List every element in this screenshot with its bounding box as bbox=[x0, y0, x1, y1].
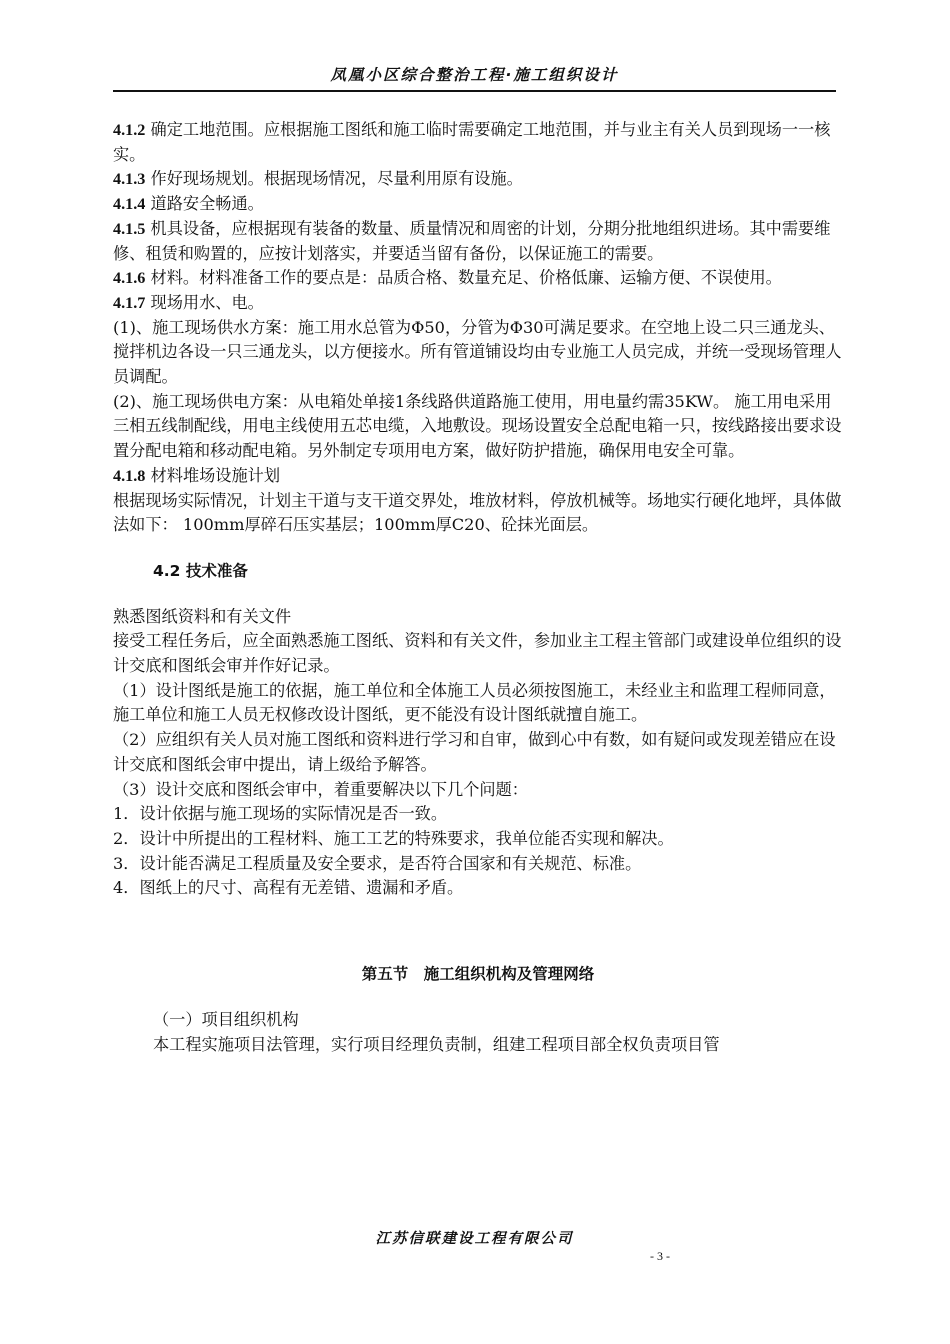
water-supply-plan: (1)、施工现场供水方案：施工用水总管为Φ50，分管为Φ30可满足要求。在空地上设二只三通龙头、搅拌机边各设一只三通龙头，以方便接水。所有管道铺设均由专业施工人员完成，并统一受现场管理人员调配。 bbox=[113, 317, 842, 387]
clause-text: 材料。材料准备工作的要点是：品质合格、数量充足、价格低廉、运输方便、不误使用。 bbox=[145, 268, 782, 288]
clause-number: 4.1.4 bbox=[113, 195, 146, 214]
tech-prep-line: 2．设计中所提出的工程材料、施工工艺的特殊要求，我单位能否实现和解决。 bbox=[113, 828, 674, 848]
section-heading-4-2: 4.2 技术准备 bbox=[153, 561, 248, 580]
clause-4-1-2 bbox=[113, 118, 843, 167]
clause-4-1-7 bbox=[113, 291, 843, 316]
clause-text: 机具设备，应根据现有装备的数量、质量情况和周密的计划，分期分批地组织进场。其中需要维修、租赁和购置的，应按计划落实，并要适当留有备份，以保证施工的需要。 bbox=[113, 218, 831, 263]
clause-number: 4.1.3 bbox=[113, 170, 146, 189]
tech-prep-line: （3）设计交底和图纸会审中，着重要解决以下几个问题： bbox=[113, 779, 528, 799]
clause-text: 现场用水、电。 bbox=[145, 292, 264, 312]
clause-text: 作好现场规划。根据现场情况，尽量利用原有设施。 bbox=[145, 169, 523, 189]
clause-number: 4.1.6 bbox=[113, 269, 146, 288]
clause-number: 4.1.8 bbox=[113, 466, 146, 485]
clause-number: 4.1.7 bbox=[113, 293, 146, 312]
tech-prep-line: （2）应组织有关人员对施工图纸和资料进行学习和自审，做到心中有数，如有疑问或发现差错应在设计交底和图纸会审中提出，请上级给予解答。 bbox=[113, 730, 836, 774]
chapter-title: 第五节 施工组织机构及管理网络 bbox=[361, 965, 595, 984]
tech-prep-line: 接受工程任务后，应全面熟悉施工图纸、资料和有关文件，参加业主工程主管部门或建设单位组织的设计交底和图纸会审并作好记录。 bbox=[113, 631, 842, 676]
clause-4-1-6 bbox=[113, 266, 843, 291]
tech-prep-line: 4．图纸上的尺寸、高程有无差错、遗漏和矛盾。 bbox=[113, 878, 464, 898]
clause-text: 材料堆场设施计划 bbox=[145, 465, 281, 485]
tech-prep-line: （1）设计图纸是施工的依据，施工单位和全体施工人员必须按图施工，未经业主和监理工程师同意，施工单位和施工人员无权修改设计图纸，更不能没有设计图纸就擅自施工。 bbox=[113, 680, 836, 725]
chapter-body: 本工程实施项目法管理，实行项目经理负责制，组建工程项目部全权负责项目管 bbox=[153, 1034, 720, 1054]
clause-4-1-5 bbox=[113, 217, 843, 266]
clause-4-1-4 bbox=[113, 192, 843, 217]
power-supply-plan: (2)、施工现场供电方案：从电箱处单接1条线路供道路施工使用，用电量约需35KW。 施工用电采用三相五线制配线，用电主线使用五芯电缆，入地敷设。现场设置安全总配电箱一只，按线路接出要求设置分配电箱和移动配电箱。另外制定专项用电方案，做好防护措施，确保用电安全可靠。 bbox=[113, 391, 842, 461]
clause-text: 确定工地范围。应根据施工图纸和施工临时需要确定工地范围，并与业主有关人员到现场一一核实。 bbox=[113, 120, 831, 164]
page-number: - 3 - bbox=[650, 1249, 670, 1263]
document-body bbox=[113, 118, 843, 1057]
tech-prep-line: 1．设计依据与施工现场的实际情况是否一致。 bbox=[113, 804, 448, 824]
footer-company: 江苏信联建设工程有限公司 bbox=[375, 1231, 574, 1247]
clause-number: 4.1.2 bbox=[113, 121, 146, 139]
tech-prep-line: 3．设计能否满足工程质量及安全要求，是否符合国家和有关规范、标准。 bbox=[113, 853, 642, 873]
page-header: 凤凰小区综合整治工程·施工组织设计 bbox=[113, 60, 836, 92]
clause-4-1-8 bbox=[113, 464, 843, 489]
chapter-subheading: （一）项目组织机构 bbox=[153, 1009, 299, 1029]
storage-plan-text: 根据现场实际情况，计划主干道与支干道交界处，堆放材料，停放机械等。场地实行硬化地坪，具体做法如下： 100mm厚碎石压实基层；100mm厚C20、砼抹光面层。 bbox=[113, 490, 842, 535]
clause-number: 4.1.5 bbox=[113, 219, 146, 238]
tech-prep-line: 熟悉图纸资料和有关文件 bbox=[113, 606, 292, 626]
clause-text: 道路安全畅通。 bbox=[145, 194, 264, 214]
clause-4-1-3 bbox=[113, 167, 843, 192]
